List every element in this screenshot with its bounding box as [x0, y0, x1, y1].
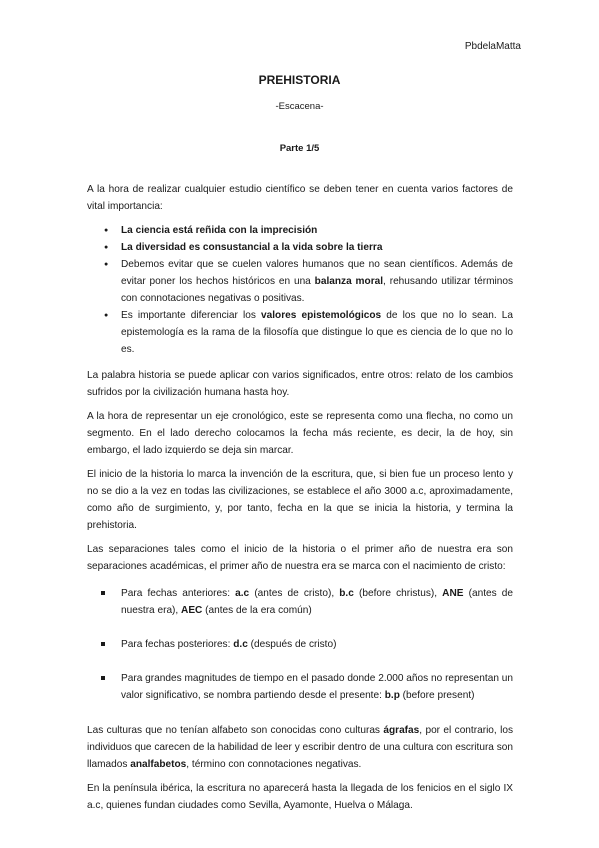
text: , término con connotaciones negativas. — [186, 759, 362, 770]
list-item — [121, 585, 513, 619]
document-body — [87, 181, 513, 821]
list-item — [121, 636, 513, 653]
intro-paragraph: A la hora de realizar cualquier estudio científico se deben tener en cuenta varios factores de vital importancia: — [87, 184, 513, 212]
dates-list — [87, 585, 513, 704]
culturas-paragraph — [87, 722, 513, 773]
bold-text: valores epistemológicos — [261, 310, 382, 321]
bold-text: balanza moral — [314, 276, 384, 287]
part-label: Parte 1/5 — [279, 143, 320, 154]
principles-list — [87, 222, 513, 358]
bold-text: analfabetos — [130, 759, 187, 770]
bold-text: La diversidad es consustancial a la vida sobre la tierra — [121, 242, 383, 253]
text: Para grandes magnitudes de tiempo en el pasado donde 2.000 años no representan un valor significativo, se nombra partiendo desde el presente: — [121, 673, 513, 701]
document-title: PREHISTORIA — [258, 73, 341, 87]
iberica-paragraph: En la península ibérica, la escritura no aparecerá hasta la llegada de los fenicios en el siglo IX a.c, quienes fundan ciudades como Sevilla, Ayamonte, Huelva o Málaga. — [87, 783, 513, 811]
text: Debemos evitar que se cuelen valores humanos que no sean científicos. Además de evitar poner los hechos históricos en una — [121, 259, 513, 287]
text: (before christus), — [353, 588, 443, 599]
list-item — [121, 222, 513, 239]
bold-text: La ciencia está reñida con la imprecisión — [121, 225, 318, 236]
bold-text: AEC — [181, 605, 203, 616]
bold-text: ágrafas — [383, 725, 420, 736]
text: Para fechas anteriores: — [121, 588, 236, 599]
list-item — [121, 670, 513, 704]
bold-text: a.c — [235, 588, 250, 599]
author-name: PbdelaMatta — [464, 41, 521, 52]
text: (before present) — [399, 690, 475, 701]
text: (antes de cristo), — [249, 588, 340, 599]
separaciones-paragraph: Las separaciones tales como el inicio de la historia o el primer año de nuestra era son separaciones académicas, el primer año de nuestra era se marca con el nacimiento de cristo: — [87, 544, 513, 572]
list-item — [121, 239, 513, 256]
bold-text: d.c — [233, 639, 248, 650]
inicio-paragraph: El inicio de la historia lo marca la invención de la escritura, que, si bien fue un proceso lento y no se dio a la vez en todas las civilizaciones, se establece el año 3000 a.c, aproximadamente, como año de surgimiento, y, por tanto, fecha en la que se inicia la historia, y termina la prehistoria. — [87, 469, 513, 531]
text: Las culturas que no tenían alfabeto son conocidas cono culturas — [87, 725, 384, 736]
text: de los que no lo sean. La epistemología es la rama de la filosofía que distingue lo que es ciencia de lo que no lo es. — [121, 310, 513, 355]
bold-text: b.p — [384, 690, 400, 701]
historia-paragraph: La palabra historia se puede aplicar con varios significados, entre otros: relato de los cambios sufridos por la civilización humana hasta hoy. — [87, 370, 513, 398]
text: , rehusando utilizar términos con connotaciones negativas o positivas. — [121, 276, 514, 304]
bold-text: ANE — [442, 588, 464, 599]
document-subtitle: -Escacena- — [275, 101, 324, 112]
text: Es importante diferenciar los — [121, 310, 262, 321]
text: (después de cristo) — [247, 639, 337, 650]
text: , por el contrario, los individuos que carecen de la habilidad de leer y escribir dentro de una cultura con escritura son llamados — [87, 725, 513, 770]
eje-paragraph: A la hora de representar un eje cronológico, este se representa como una flecha, no como un segmento. En el lado derecho colocamos la fecha más reciente, es decir, la de hoy, sin embargo, el lado izquierdo se deja sin marcar. — [87, 411, 513, 456]
list-item — [121, 256, 513, 307]
text: (antes de la era común) — [202, 605, 312, 616]
text: Para fechas posteriores: — [121, 639, 234, 650]
list-item — [121, 307, 513, 358]
bold-text: b.c — [339, 588, 354, 599]
text: (antes de nuestra era), — [121, 588, 514, 616]
